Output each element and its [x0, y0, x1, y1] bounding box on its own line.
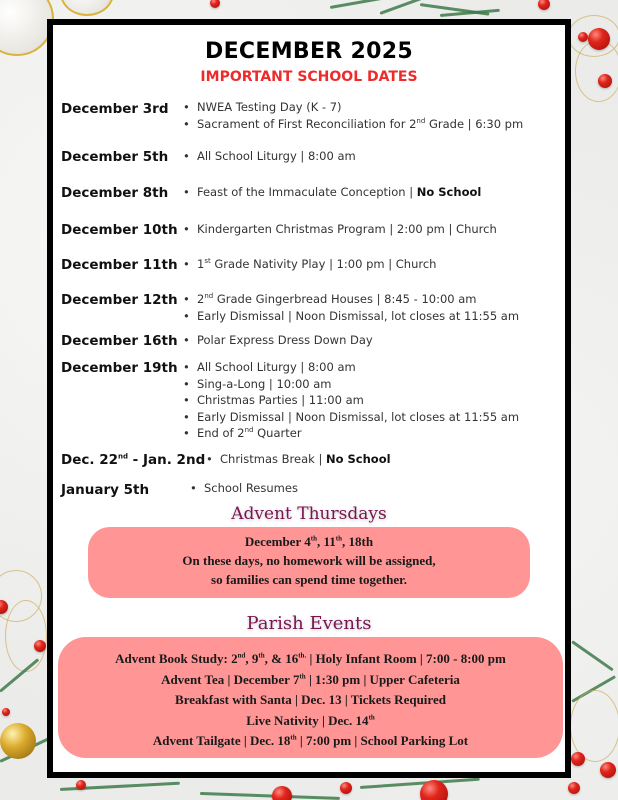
- red-ornament-decoration: [34, 640, 46, 652]
- date-label: December 3rd: [61, 101, 169, 117]
- event-item: • 1st Grade Nativity Play | 1:00 pm | Church: [183, 256, 436, 273]
- red-ornament-decoration: [2, 708, 10, 716]
- parish-event: Advent Tailgate | Dec. 18th | 7:00 pm | School Parking Lot: [152, 733, 469, 749]
- red-ornament-decoration: [571, 752, 585, 766]
- no-school-label: No School: [325, 452, 391, 466]
- red-ornament-decoration: [272, 786, 292, 800]
- advent-thursdays-box: [88, 527, 530, 598]
- event-list: [190, 480, 298, 497]
- gold-ornament-decoration: [0, 723, 36, 759]
- event-list: [183, 291, 519, 324]
- event-item: • Sing-a-Long | 10:00 am: [183, 376, 519, 393]
- red-ornament-decoration: [578, 32, 588, 42]
- date-label: December 19th: [61, 360, 178, 376]
- page-subtitle: IMPORTANT SCHOOL DATES: [200, 69, 418, 85]
- parish-events-heading: Parish Events: [246, 613, 372, 634]
- red-ornament-decoration: [568, 782, 580, 794]
- date-label: December 8th: [61, 185, 169, 201]
- event-list: [183, 332, 373, 349]
- event-item: • Feast of the Immaculate Conception | No School: [183, 184, 481, 201]
- page-title: DECEMBER 2025: [205, 39, 413, 64]
- event-list: [183, 256, 436, 273]
- red-ornament-decoration: [76, 780, 86, 790]
- red-ornament-decoration: [340, 782, 352, 794]
- date-row: [61, 482, 565, 498]
- event-item: • End of 2nd Quarter: [183, 425, 519, 442]
- advent-note-line: so families can spend time together.: [211, 572, 407, 587]
- event-list: [206, 451, 391, 468]
- event-item: • 2nd Grade Gingerbread Houses | 8:45 - 10:00 am: [183, 291, 519, 308]
- event-item: • Christmas Parties | 11:00 am: [183, 392, 519, 409]
- advent-dates: December 4th, 11th, 18th: [244, 534, 374, 549]
- date-label: December 5th: [61, 149, 169, 165]
- date-label: December 11th: [61, 257, 178, 273]
- event-item: • All School Liturgy | 8:00 am: [183, 148, 356, 165]
- event-item: • All School Liturgy | 8:00 am: [183, 359, 519, 376]
- parish-event: Advent Book Study: 2nd, 9th, & $16^{th.}$ | Holy Infant Room | 7:00 - 8:00 pm: [115, 651, 506, 666]
- date-label: December 12th: [61, 292, 178, 308]
- event-item: • Kindergarten Christmas Program | 2:00 pm | Church: [183, 221, 497, 238]
- red-ornament-decoration: [588, 28, 610, 50]
- event-item: • Sacrament of First Reconciliation for 2nd Grade | 6:30 pm: [183, 116, 523, 133]
- event-item: • Christmas Break | No School: [206, 451, 391, 468]
- parish-event: Advent Tea | December 7th | 1:30 pm | Upper Cafeteria: [161, 671, 460, 687]
- event-list: [183, 221, 497, 238]
- red-ornament-decoration: [420, 780, 448, 800]
- date-label: December 10th: [61, 222, 178, 238]
- event-list: [183, 148, 356, 165]
- gold-wire-decoration: [5, 600, 47, 672]
- parish-event: Live Nativity | Dec. 14th: [246, 712, 375, 728]
- parish-events-box: [58, 637, 563, 758]
- event-item: • Early Dismissal | Noon Dismissal, lot closes at 11:55 am: [183, 409, 519, 426]
- event-list: [183, 184, 481, 201]
- flyer-frame: [47, 19, 571, 778]
- event-list: [183, 359, 519, 442]
- red-ornament-decoration: [600, 762, 616, 778]
- date-label: January 5th: [61, 482, 150, 498]
- date-label: December 16th: [61, 333, 178, 349]
- event-item: • School Resumes: [190, 480, 298, 497]
- event-list: [183, 99, 523, 132]
- no-school-label: No School: [416, 185, 482, 199]
- parish-event: Breakfast with Santa | Dec. 13 | Tickets Required: [175, 692, 446, 708]
- advent-thursdays-heading: Advent Thursdays: [231, 504, 387, 524]
- event-item: • NWEA Testing Day (K - 7): [183, 99, 523, 116]
- advent-note-line: On these days, no homework will be assigned,: [182, 553, 436, 568]
- event-item: • Polar Express Dress Down Day: [183, 332, 373, 349]
- red-ornament-decoration: [598, 74, 612, 88]
- event-item: • Early Dismissal | Noon Dismissal, lot closes at 11:55 am: [183, 308, 519, 325]
- date-label: Dec. 22nd - Jan. 2nd: [61, 452, 206, 468]
